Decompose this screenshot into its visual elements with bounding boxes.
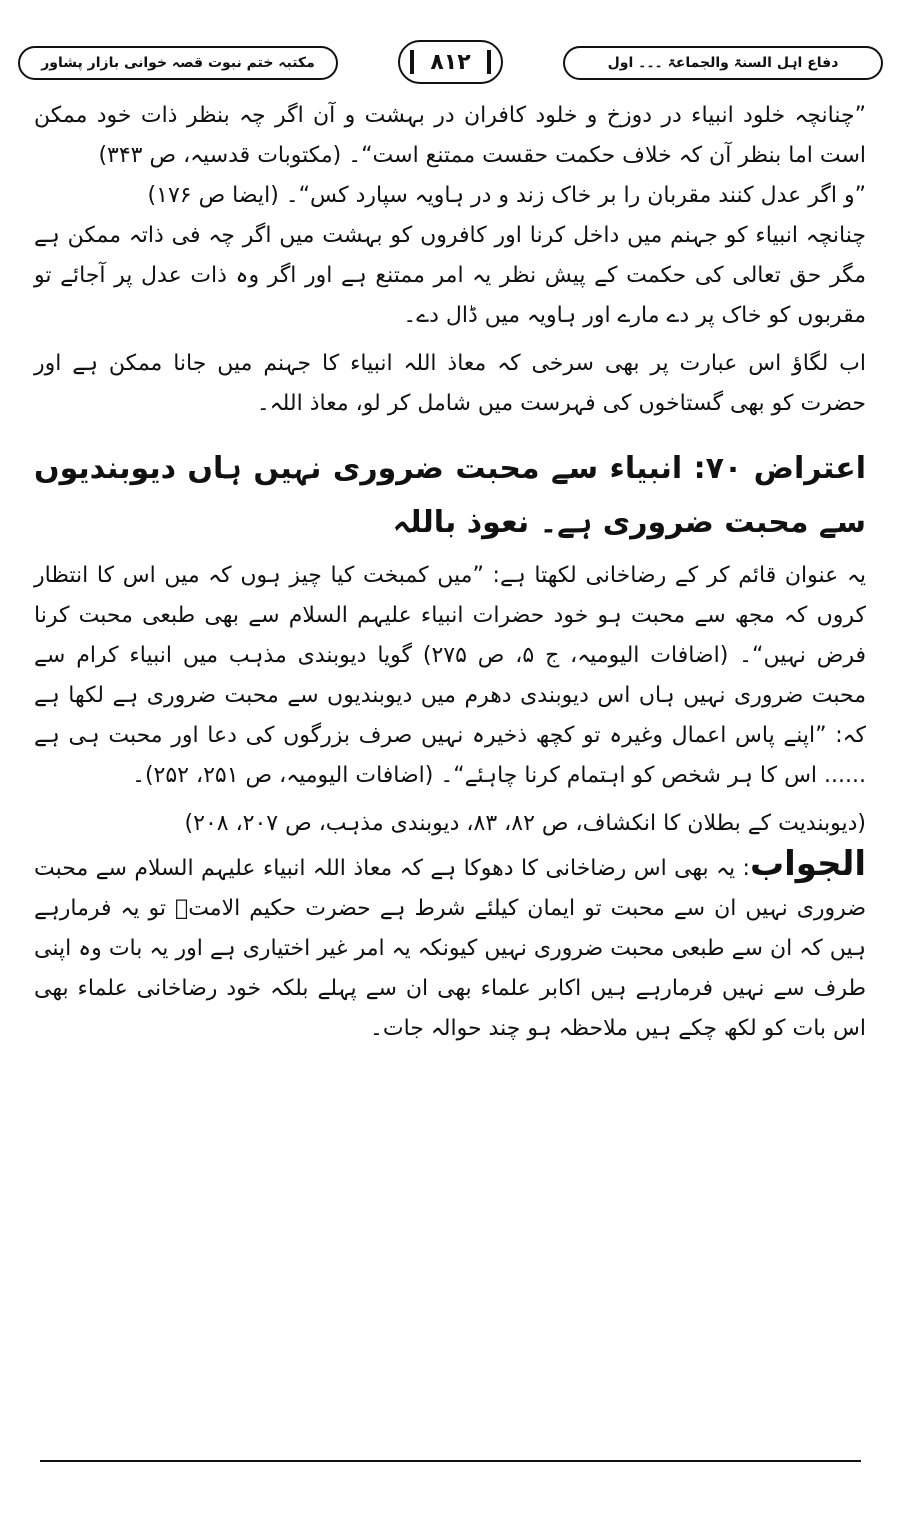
book-title: دفاع اہل السنۃ والجماعۃ ۔۔۔ اول <box>563 46 883 80</box>
publisher-name: مکتبہ ختم نبوت قصہ خوانی بازار پشاور <box>18 46 338 80</box>
page-body <box>34 96 866 1049</box>
persian-quote-1: ”چنانچہ خلود انبیاء در دوزخ و خلود کافران در بہشت و آن اگر چہ بنظر ذات خود ممکن است اما بنظر آن کہ خلاف حکمت حقست ممتنع است“۔ (مکتوبات قدسیہ، ص ۳۴۳) <box>34 103 866 168</box>
paragraph-objection-text: یہ عنوان قائم کر کے رضاخانی لکھتا ہے: ”میں کمبخت کیا چیز ہوں کہ میں اس کا انتظار کروں کہ مجھ سے محبت ہو خود حضرات انبیاء علیہم السلام سے بھی طبعی محبت کرنا فرض نہیں“۔ (اضافات الیومیہ، ج ۵، ص ۲۷۵) گویا دیوبندی مذہب میں انبیاء کرام سے محبت ضروری نہیں ہاں اس دیوبندی دھرم میں دیوبندیوں سے محبت ضروری ہے لکھا ہے کہ: ”اپنے پاس اعمال وغیرہ تو کچھ ذخیرہ نہیں صرف بزرگوں کی دعا اور محبت ہی ہے ...... اس کا ہر شخص کو اہتمام کرنا چاہئے“۔ (اضافات الیومیہ، ص ۲۵۱، ۲۵۲)۔ <box>34 563 866 788</box>
answer-text: : یہ بھی اس رضاخانی کا دھوکا ہے کہ معاذ اللہ انبیاء علیہم السلام سے محبت ضروری نہیں ان سے محبت تو ایمان کیلئے شرط ہے حضرت حکیم الامتؒ تو یہ فرمارہے ہیں کہ ان سے طبعی محبت ضروری نہیں کیونکہ یہ امر غیر اختیاری ہے اور یہ بات وہ اپنی طرف سے نہیں فرمارہے ہیں اکابر علماء بھی ان سے پہلے بلکہ خود رضاخانی علماء بھی اس بات کو لکھ چکے ہیں ملاحظہ ہو چند حوالہ جات۔ <box>34 856 866 1041</box>
footer-rule <box>40 1460 861 1462</box>
reference-line: (دیوبندیت کے بطلان کا انکشاف، ص ۸۲، ۸۳، دیوبندی مذہب، ص ۲۰۷، ۲۰۸) <box>184 811 866 836</box>
answer-paragraph <box>34 844 866 1049</box>
objection-heading: اعتراض ۷۰: انبیاء سے محبت ضروری نہیں ہاں دیوبندیوں سے محبت ضروری ہے۔ نعوذ باللہ <box>34 451 866 540</box>
paragraph-remark: اب لگاؤ اس عبارت پر بھی سرخی کہ معاذ اللہ انبیاء کا جہنم میں جانا ممکن ہے اور حضرت کو بھی گستاخوں کی فہرست میں شامل کر لو، معاذ اللہ۔ <box>34 351 866 416</box>
page-number: ۸۱۲ <box>398 40 503 84</box>
page-header <box>18 40 883 88</box>
paragraph-translation: چنانچہ انبیاء کو جہنم میں داخل کرنا اور کافروں کو بہشت میں اگر چہ فی ذاتہ ممکن ہے مگر حق تعالی کی حکمت کے پیش نظر یہ امر ممتنع ہے اور اگر وہ ذات عدل پر آجائے تو مقربوں کو خاک پر دے مارے اور ہاویہ میں ڈال دے۔ <box>34 223 866 328</box>
answer-label: الجواب <box>749 844 866 884</box>
persian-quote-2: ”و اگر عدل کنند مقربان را بر خاک زند و در ہاویہ سپارد کس“۔ (ایضا ص ۱۷۶) <box>147 183 866 208</box>
